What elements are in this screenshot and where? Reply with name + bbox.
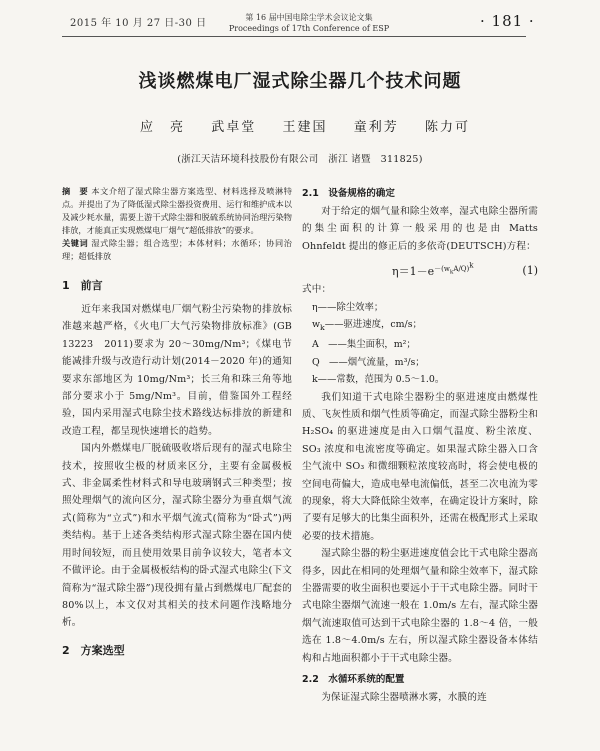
author-4: 童利芳 (353, 120, 399, 135)
left-column (62, 185, 292, 666)
section-2-heading: 2 方案选型 (62, 643, 125, 657)
deutsch-equation (302, 261, 538, 279)
author-3: 王建国 (282, 120, 328, 135)
section-1-heading: 1 前言 (62, 279, 103, 292)
subsection-2-1-paragraph-1: 对于给定的烟气量和除尘效率，湿式电除尘器所需的集尘面积的计算一般采用的也是由 Matts Ohnfeldt 提出的修正后的多依奇(DEUTSCH)方程： (302, 206, 548, 252)
affiliation: (浙江天洁环境科技股份有限公司 浙江 诸暨 311825) (177, 154, 423, 165)
variable-wk: $w_k——$驱进速度，cm/s； (312, 319, 422, 332)
abstract (62, 185, 292, 237)
equation-where-label: 式中： (302, 284, 332, 296)
subsection-2-1-paragraph-2: 我们知道干式电除尘器粉尘的驱进速度由燃煤性质、飞灰性质和烟气性质等确定，而湿式除尘器粉尘和 H₂SO₄ 的驱进速度是由入口烟气温度、粉尘浓度、SO₃ 浓度和电流密度等确定。如果湿式除尘器入口含尘气流中 SO₃ 和微细颗粒浓度较高时，将会使电极的空间电荷偏大，造成电晕电流偏低，甚至二次电流为零的现象，将大大降低除尘效率，在确定设计方案时，除了要有足够大的比集尘面积外，还需在极配形式上采取必要的技术措施。 (302, 391, 538, 542)
page-number: · 181 · (480, 12, 535, 30)
header-conference-cn: 第 16 届中国电除尘学术会议论文集 (245, 13, 373, 22)
variable-q: Q ——烟气流量，m³/s； (312, 356, 425, 368)
equation-exponent: －(wkA/Q)k (434, 261, 474, 275)
keywords-label: 关键词 (62, 238, 89, 248)
subsection-2-1-heading: 2.1 设备规格的确定 (302, 188, 395, 199)
variable-a: A ——集尘面积，m²； (312, 339, 416, 351)
header-conference-en: Proceedings of 17th Conference of ESP (228, 24, 390, 33)
variable-eta: η——除尘效率； (312, 301, 384, 313)
subsection-2-2-paragraph-1: 为保证湿式除尘器喷淋水雾，水膜的连 (321, 692, 487, 704)
right-column (302, 185, 548, 706)
author-5: 陈力可 (424, 120, 470, 135)
keywords (62, 237, 292, 263)
header-conference (224, 12, 394, 34)
author-2: 武卓堂 (211, 120, 257, 135)
section-1-paragraph-1: 近年来我国对燃煤电厂烟气粉尘污染物的排放标准越来越严格，《火电厂大气污染物排放标准》(GB 13223 2011)要求为 20～30mg/Nm³；《煤电节能减排升级与改造行动计划(2014－2020 年)的通知要求东部地区为 10mg/Nm³；长三角和珠三角等地部分要求小于 5mg/Nm³。目前，借鉴国外工程经验，国内采用湿式电除尘技术路线达标排放的新建和改造工程，都呈现快速增长的趋势。 (62, 304, 292, 437)
section-1-paragraph-2: 国内外燃煤电厂脱硫吸收塔后现有的湿式电除尘技术，按照收尘极的材质来区分，主要有金属极板式、非金属柔性材料式和导电玻璃钢式三种类型；按照处理烟气的流向区分，湿式除尘器分为垂直烟气流式(简称为“立式”)和水平烟气流式(简称为“卧式”)两类结构。基于上述各类结构形式湿式除尘器在国内使用时间较短，而且使用效果目前争议较大，笔者本文不做评论。由于金属极板结构的卧式湿式电除尘(下文简称为“湿式除尘器”)现役拥有量占到燃煤电厂配套的 80%以上，本文仅对其相关的技术问题作浅略地分析。 (62, 443, 292, 629)
keywords-text: 湿式除尘器；组合选型；本体材料；水循环；协同治理；超低排放 (62, 238, 292, 261)
author-1: 应 亮 (140, 120, 186, 135)
variable-list (302, 299, 538, 389)
abstract-label: 摘 要 (62, 186, 89, 196)
variable-k: k——常数，范围为 0.5～1.0。 (312, 374, 445, 386)
author-list (140, 116, 470, 135)
subsection-2-2-heading: 2.2 水循环系统的配置 (302, 674, 405, 686)
equation-body: $\eta=1-e^{-(w_kA/Q)^k}$ (392, 261, 474, 279)
subsection-2-1-paragraph-3: 湿式除尘器的粉尘驱进速度值会比干式电除尘器高得多，因此在相同的处理烟气量和除尘效率下，湿式除尘器需要的收尘面积也要远小于干式电除尘器。同时干式电除尘器烟气流速一般在 1.0m/s 左右，湿式除尘器烟气流速取值可达到干式电除尘器的 1.8～4 倍，一般选在 1.8～4.0m/s 左右，所以湿式除尘器设备本体结构和占地面积都小于干式电除尘器。 (302, 548, 538, 664)
header-date: 2015 年 10 月 27 日-30 日 (70, 18, 207, 29)
header-rule (62, 36, 526, 37)
equation-number: (1) (522, 263, 538, 277)
paper-title: 浅谈燃煤电厂湿式除尘器几个技术问题 (138, 71, 462, 92)
abstract-text: 本文介绍了湿式除尘器方案选型、材料选择及喷淋特点。并提出了为了降低湿式除尘器投资费用、运行和维护成本以及减少耗水量，需要上游干式除尘器和脱硫系统协同治理污染物排放，才能真正实现燃煤电厂烟气“超低排放”的要求。 (62, 186, 292, 235)
